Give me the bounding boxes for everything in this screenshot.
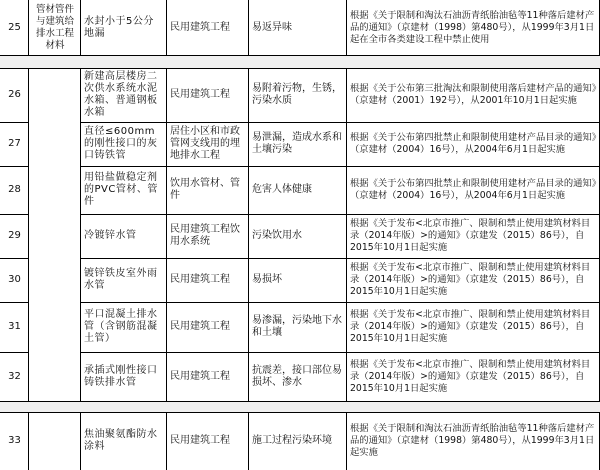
grid-line <box>166 412 167 470</box>
reason-cell: 易附着污物，生锈，污染水质 <box>252 83 342 106</box>
row-number: 33 <box>8 435 21 446</box>
material-name: 焦油聚氨酯防水涂料 <box>84 429 158 452</box>
table-row <box>0 68 600 122</box>
scope-cell: 民用建筑工程 <box>170 274 230 285</box>
grid-line <box>80 302 600 303</box>
table-row <box>0 122 600 166</box>
grid-line <box>166 0 167 56</box>
scope-cell: 民用建筑工程 <box>170 321 230 332</box>
scope-cell: 居住小区和市政管网支线用的埋地排水工程 <box>170 126 240 161</box>
basis-cell: 根据《关于限制和淘汰石油沥青纸胎油毡等11种落后建材产品的通知》（京建材（1998）第480号），从1999年3月1日起在全市各类建设工程中禁止使用 <box>350 10 595 45</box>
page-gap <box>0 402 600 412</box>
material-name: 水封小于5公分地漏 <box>84 16 154 39</box>
basis-cell: 根据《关于公布第四批禁止和限制使用建材产品目录的通知》（京建材（2004）16号），从2004年6月1日起实施 <box>350 132 597 155</box>
grid-line <box>248 412 249 470</box>
grid-line <box>28 68 29 402</box>
grid-line <box>0 68 600 69</box>
row-number: 28 <box>8 184 21 195</box>
grid-line <box>0 302 29 303</box>
material-name: 冷镀锌水管 <box>84 230 137 241</box>
basis-cell: 根据《关于发布<北京市推广、限制和禁止使用建筑材料目录（2014年版）>的通知》（京建发（2015）86号），自2015年10月1日起实施 <box>350 262 591 297</box>
grid-line <box>0 55 600 56</box>
grid-line <box>80 352 600 353</box>
reason-cell: 危害人体健康 <box>252 184 312 195</box>
scope-cell: 民用建筑工程 <box>170 89 230 100</box>
grid-line <box>80 0 81 56</box>
table-row <box>0 302 600 352</box>
table-row <box>0 412 600 470</box>
reason-cell: 易渗漏，污染地下水和土壤 <box>252 315 342 338</box>
row-number: 30 <box>8 274 21 285</box>
grid-line <box>0 412 600 413</box>
table-row <box>0 214 600 258</box>
reason-cell: 施工过程污染环境 <box>252 435 332 446</box>
grid-line <box>248 0 249 56</box>
basis-cell: 根据《关于发布<北京市推广、限制和禁止使用建筑材料目录（2014年版）>的通知》（京建发（2015）86号），自2015年10月1日起实施 <box>350 218 591 253</box>
scope-cell: 民用建筑工程 <box>170 22 230 33</box>
reason-cell: 易泄漏，造成水系和土壤污染 <box>252 132 342 155</box>
row-number: 29 <box>8 230 21 241</box>
grid-line <box>0 166 29 167</box>
grid-line <box>28 412 29 470</box>
row-number: 25 <box>8 22 21 33</box>
basis-cell: 根据《关于发布<北京市推广、限制和禁止使用建筑材料目录（2014年版）>的通知》（京建发（2015）86号），自2015年10月1日起实施 <box>350 359 591 394</box>
row-number: 26 <box>8 89 21 100</box>
row-number: 27 <box>8 138 21 149</box>
grid-line <box>80 166 600 167</box>
basis-cell: 根据《关于发布<北京市推广、限制和禁止使用建筑材料目录（2014年版）>的通知》（京建发（2015）86号），自2015年10月1日起实施 <box>350 309 591 344</box>
scope-cell: 民用建筑工程 <box>170 371 230 382</box>
grid-line <box>166 68 167 402</box>
grid-line <box>80 214 600 215</box>
grid-line <box>346 412 347 470</box>
row-number: 32 <box>8 371 21 382</box>
basis-cell: 根据《关于限制和淘汰石油沥青纸胎油毡等11种落后建材产品的通知》（京建材（1998）第480号），从1999年3月1日起实施 <box>350 423 595 458</box>
material-name: 用铅盐做稳定剂的PVC管材、管件 <box>84 172 158 207</box>
material-name: 镀锌铁皮室外雨水管 <box>84 268 158 291</box>
grid-line <box>80 122 600 123</box>
table-row <box>0 0 600 56</box>
reason-cell: 易返异味 <box>252 22 292 33</box>
grid-line <box>0 258 29 259</box>
scope-cell: 民用建筑工程饮用水系统 <box>170 224 240 247</box>
grid-line <box>346 68 347 402</box>
table-row <box>0 166 600 214</box>
basis-cell: 根据《关于公布第三批淘汰和限制使用落后建材产品的通知》（京建材（2001）192号），从2001年10月1日起实施 <box>350 83 597 106</box>
material-name: 承插式刚性接口铸铁排水管 <box>84 365 158 388</box>
grid-line <box>28 0 29 56</box>
reason-cell: 易损坏 <box>252 274 282 285</box>
grid-line <box>80 412 81 470</box>
grid-line <box>80 68 81 402</box>
table-row <box>0 258 600 302</box>
page-gap <box>0 56 600 68</box>
basis-cell: 根据《关于公布第四批禁止和限制使用建材产品目录的通知》（京建材（2004）16号），从2004年6月1日起实施 <box>350 178 597 201</box>
grid-line <box>248 68 249 402</box>
material-name: 新建高层楼房二次供水系统水泥水箱、普通钢板水箱 <box>84 71 158 118</box>
row-number: 31 <box>8 321 21 332</box>
grid-line <box>0 214 29 215</box>
scope-cell: 民用建筑工程 <box>170 435 230 446</box>
reason-cell: 污染饮用水 <box>252 230 302 241</box>
material-name: 直径≤600mm的刚性接口的灰口铸铁管 <box>84 126 158 161</box>
grid-line <box>0 401 600 402</box>
grid-line <box>0 122 29 123</box>
grid-line <box>80 258 600 259</box>
scope-cell: 饮用水管材、管件 <box>170 178 240 201</box>
grid-line <box>0 352 29 353</box>
table-row <box>0 352 600 402</box>
material-name: 平口混凝土排水管（含钢筋混凝土管） <box>84 309 158 344</box>
category-cell: 管材管件与建筑给排水工程材料 <box>35 4 74 51</box>
reason-cell: 抗震差，接口部位易损坏、渗水 <box>252 365 342 388</box>
grid-line <box>346 0 347 56</box>
